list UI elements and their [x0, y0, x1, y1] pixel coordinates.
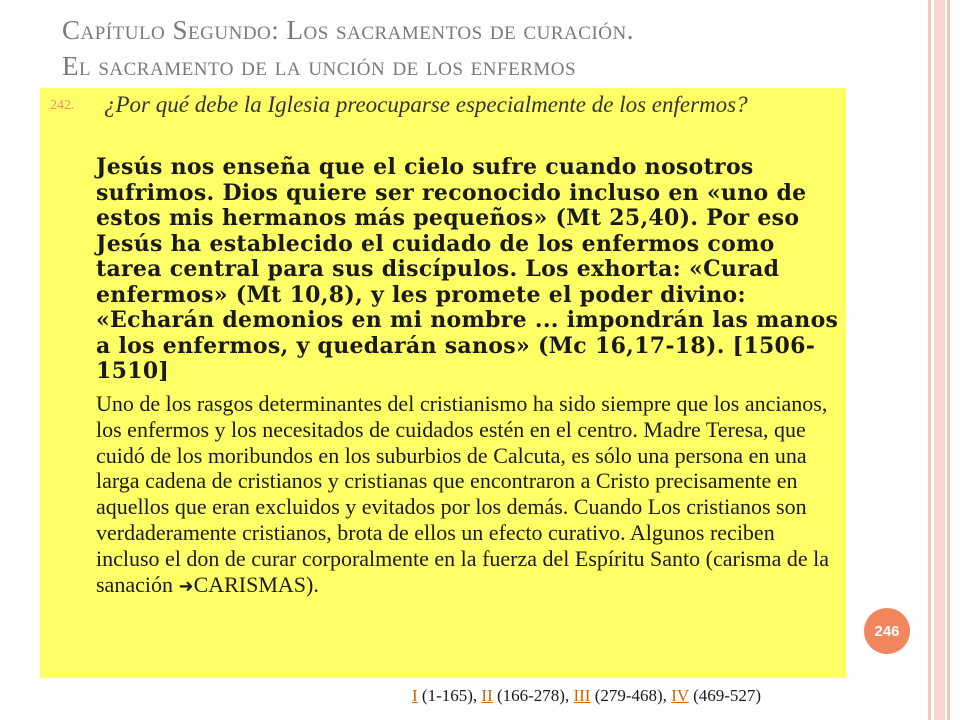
comment-text	[96, 391, 841, 599]
part-range-2: (166-278),	[492, 686, 574, 705]
decorative-stripe	[928, 0, 931, 720]
decorative-stripe	[934, 0, 945, 720]
part-range-3: (279-468),	[590, 686, 672, 705]
part-link-4[interactable]: IV	[671, 686, 689, 705]
question-text: ¿Por qué debe la Iglesia preocuparse especialmente de los enfermos?	[104, 92, 748, 117]
slide-title-line2: El sacramento de la unción de los enfermos	[62, 51, 577, 81]
part-link-2[interactable]: II	[481, 686, 493, 705]
part-range-4: (469-527)	[688, 686, 762, 705]
carismas-link[interactable]: CARISMAS	[193, 571, 307, 597]
decorative-stripe	[947, 0, 950, 720]
part-range-1: (1-165),	[417, 686, 482, 705]
part-link-1[interactable]: I	[412, 686, 418, 705]
comment-body: Uno de los rasgos determinantes del cristianismo ha sido siempre que los ancianos, los enfermos y los necesitados de cuidados estén en el centro. Madre Teresa, que cuidó de los moribundos en los suburbios de Calcuta, es sólo una persona en una larga cadena de cristianos y cristianas que encontraron a Cristo precisamente en aquellos que eran excluidos y evitados por los demás. Cuando Los cristianos son verdaderamente cristianos, brota de ellos un efecto curativo. Algunos reciben incluso el don de curar corporalmente en la fuerza del Espíritu Santo (carisma de la sanación	[96, 391, 830, 597]
slide-title	[62, 12, 922, 84]
part-navigation	[412, 686, 761, 706]
part-link-3[interactable]: III	[573, 686, 591, 705]
comment-end: ).	[306, 571, 319, 597]
page-number-badge: 246	[864, 608, 910, 654]
question-number: 242.	[50, 98, 75, 113]
answer-text: Jesús nos enseña que el cielo sufre cuando nosotros sufrimos. Dios quiere ser reconocido incluso en «uno de estos mis hermanos más pequeños» (Mt 25,40). Por eso Jesús ha establecido el cuidado de los enfermos como tarea central para sus discípulos. Los exhorta: «Curad enfermos» (Mt 10,8), y les promete el poder divino: «Echarán demonios en mi nombre ... impondrán las manos a los enfermos, y quedarán sanos» (Mc 16,17-18). [1506-1510]	[96, 154, 839, 384]
slide-title-line1: Capítulo Segundo: Los sacramentos de curación.	[62, 15, 634, 45]
arrow-right-icon: ➜	[178, 575, 194, 596]
